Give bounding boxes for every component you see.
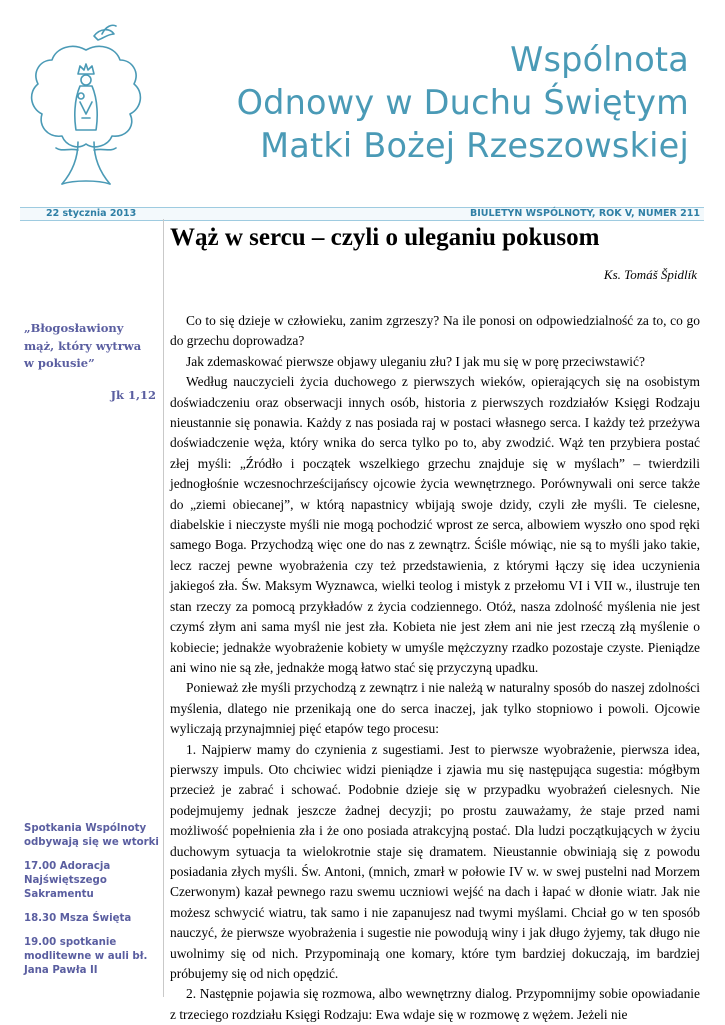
title-line-1: Wspólnota xyxy=(510,40,689,79)
article-paragraph: Według nauczycieli życia duchowego z pierwszych wieków, opierających się na osobistym doświadczeniu oraz obserwacji innych osób, historia z pierwszych rozdziałów Księgi Rodzaju nieustannie się ponawia. Każdy z nas posiada raj w postaci własnego serca. I każdy też przeżywa doświadczenie węża, który wnika do serca tylko po to, aby zwodzić. Wąż ten przybiera postać złej myśli: „Źródło i początek wszelkiego grzechu znajduje się w myślach” – twierdzili jednogłośnie wczesnochrześcijańscy ojcowie życia wewnętrznego. Porównywali oni serce także do „ziemi obiecanej”, w którą napastnicy wbijają swoje dzidy, czyli złe myśli. Te cielesne, diabelskie i nieczyste myśli nie mogą pochodzić wprost ze serca, albowiem wyszło ono spod ręki samego Boga. Przychodzą więc one do nas z zewnątrz. Ściśle mówiąc, nie są to myśli jako takie, lecz raczej pewne wyobrażenia czy też przedstawienia, z którymi łączy się idea uczynienia jakiegoś zła. Św. Maksym Wyznawca, wielki teolog i mistyk z przełomu VI i VII w., ilustruje ten stan rzeczy za pomocą przykładów z życia codziennego. Otóż, nasza zdolność myślenia nie jest czymś złym ani sama myśl nie jest zła. Kobieta nie jest złem ani nie jest rzeczą złą myślenie o kobiecie; jednakże wyobrażenie kobiety w umyśle mężczyzny rzadko pozostaje czyste. Pieniądze ani wino nie są złe, jednakże mogą łatwo stać się przyczyną upadku. xyxy=(170,374,700,675)
issue-number: BIULETYN WSPÓLNOTY, ROK V, NUMER 211 xyxy=(470,208,700,219)
article-paragraph: Jak zdemaskować pierwsze objawy uleganiu złu? I jak mu się w porę przeciwstawić? xyxy=(186,353,645,369)
article-paragraph: 1. Najpierw mamy do czynienia z sugestiami. Jest to pierwsze wyobrażenie, pierwsza idea, pierwszy impuls. Oto chciwiec widzi pieniądze i zjawia mu się następująca sugestia: mógłbym przecież je zabrać i schować. Podobnie dzieje się w przypadku wyobrażeń cielesnych. Nie podejmujemy jednak jeszcze żadnej decyzji; po prostu zauważamy, że staje przed nami możliwość popełnienia zła i że ono posiada atrakcyjną postać. Dla ludzi początkujących w życiu duchowym sytuacja ta wielokrotnie staje się dramatem. Nieustannie obwiniają się z powodu posiadania złych myśli. Św. Antoni, (mnich, zmarł w połowie IV w. w swej pustelni nad Morzem Czerwonym) kazał pewnego razu swemu uczniowi wejść na dach i łapać w dłonie wiatr. Jak nie możesz schwycić wiatru, tak samo i nie zapanujesz nad twymi myślami. Chciał go w ten sposób nauczyć, że pierwsze wyobrażenia i sugestie nie powodują winy i jak długo żyjemy, tak długo nie uwolnimy się od nich. Przypominają one komary, które tym bardziej dokuczają, im bardziej próbujemy się od nich opędzić. xyxy=(170,741,700,981)
article-paragraph: Co to się dzieje w człowieku, zanim zgrzeszy? Na ile ponosi on odpowiedzialność za to, co go do grzechu doprowadza? xyxy=(170,313,700,349)
title-line-3: Matki Bożej Rzeszowskiej xyxy=(260,126,689,165)
meeting-mass: 18.30 Msza Święta xyxy=(24,913,132,924)
newsletter-title xyxy=(237,38,689,167)
meeting-intro: Spotkania Wspólnoty odbywają się we wtorki xyxy=(24,823,159,848)
meeting-schedule xyxy=(24,822,160,988)
article-title: Wąż w sercu – czyli o uleganiu pokusom xyxy=(170,224,600,251)
meeting-prayer: 19.00 spotkanie modlitewne w auli bł. Jana Pawła II xyxy=(24,937,148,976)
sidebar-quote-reference: Jk 1,12 xyxy=(110,388,156,402)
column-divider xyxy=(163,219,164,997)
issue-info-bar xyxy=(20,207,704,221)
article-body xyxy=(170,311,700,1025)
meeting-adoration: 17.00 Adoracja Najświętszego Sakramentu xyxy=(24,861,111,900)
article-paragraph: 2. Następnie pojawia się rozmowa, albo wewnętrzny dialog. Przypomnijmy sobie opowiadanie z trzeciego rozdziału Księgi Rodzaju: Ewa wdaje się w rozmowę z wężem. Jeżeli nie xyxy=(170,986,700,1022)
article-paragraph: Ponieważ złe myśli przychodzą z zewnątrz i nie należą w naturalny sposób do naszej zdolności myślenia, dlatego nie przenikają one do serca inaczej, jak tylko stopniowo i powoli. Ojcowie wyliczają przynajmniej pięć etapów tego procesu: xyxy=(170,680,700,737)
title-line-2: Odnowy w Duchu Świętym xyxy=(236,83,689,122)
article-author: Ks. Tomáš Špidlík xyxy=(603,267,697,282)
community-logo xyxy=(22,22,152,200)
issue-date: 22 stycznia 2013 xyxy=(46,208,137,219)
sidebar-quote: „Błogosławiony mąż, który wytrwa w pokusie” xyxy=(24,321,142,370)
